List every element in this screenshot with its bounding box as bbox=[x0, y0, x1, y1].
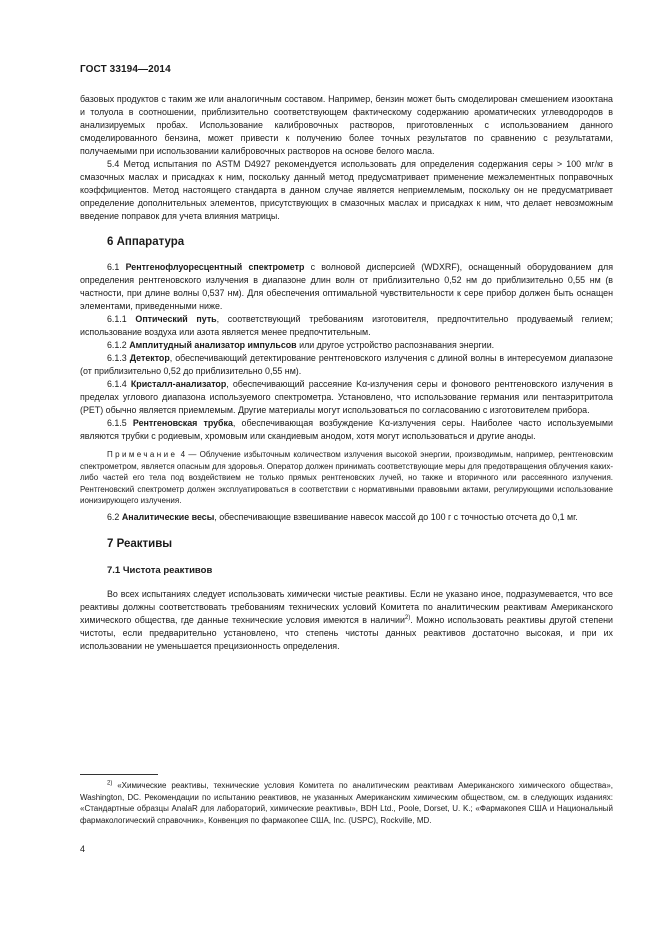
clause-term: Аналитические весы bbox=[121, 511, 215, 522]
clause-6-2: 6.2 Аналитические весы, обеспечивающие взвешивание навесок массой до 100 г с точностью отсчета до 0,1 мг. bbox=[107, 511, 578, 522]
clause-6-1-5: 6.1.5 Рентгеновская трубка, обеспечивающая возбуждение Kα-излучения серы. Наиболее часто используемыми являются трубки с родиевым, хромовым или скандиевым анодом, хотя могут использоваться и другие аноды. bbox=[80, 418, 613, 441]
clause-term: Детектор bbox=[129, 353, 170, 363]
document-body bbox=[80, 93, 613, 653]
footnote-divider bbox=[80, 774, 158, 775]
clause-6-1-3: 6.1.3 Детектор, обеспечивающий детектирование рентгеновского излучения с длиной волны в интересуемом диапазоне (от приблизительно 0,52 до приблизительно 0,55 нм). bbox=[80, 353, 613, 376]
footnote-2: $^{2)}$ «Химические реактивы, технические условия Комитета по аналитическим реактивам Американского химического общества», Washington, DC. Рекомендации по испытанию реактивов, не указанных Американским химическим обществом, см. в следующих изданиях: «Стандартные образцы AnalaR для лабораторий, химические реактивы», BDH Ltd., Poole, Dorset, U. K.; «Фармакопея США и Национальный фармакологический справочник», Конвенция по фармакопее США, Inc. (USPC), Rockville, MD. bbox=[80, 780, 613, 825]
section-7-heading: 7 Реактивы bbox=[107, 537, 173, 550]
footnote-reference: 2) bbox=[404, 614, 411, 621]
clause-term: Рентгеновская трубка bbox=[132, 418, 233, 428]
document-code-header: ГОСТ 33194—2014 bbox=[80, 64, 171, 75]
clause-term: Кристалл-анализатор bbox=[130, 379, 227, 389]
clause-6-1-1: 6.1.1 Оптический путь, соответствующий требованиям изготовителя, предпочтительно продуваемый гелием; использование воздуха или азота является менее предпочтительным. bbox=[80, 314, 613, 337]
note-4: Примечание 4 — Облучение избыточным количеством излучения высокой энергии, производимым, например, рентгеновским спектрометром, является опасным для здоровья. Оператор должен принимать соответствующие меры для предотвращения облучения каких-либо частей его тела под воздействием не только прямых рентгеновских лучей, но также и вторичного или рассеянного излучения. Рентгеновский спектрометр должен эксплуатироваться в соответствии с нормативными правовыми актами, регулирующими использование ионизирующего излучения. bbox=[80, 450, 613, 505]
clause-term: Оптический путь bbox=[135, 314, 217, 324]
clause-6-1: 6.1 Рентгенофлуоресцентный спектрометр с волновой дисперсией (WDXRF), оснащенный оборудованием для определения рентгеновского излучения в диапазоне длин волн от приблизительно 0,52 нм до приблизительно 0,55 нм (в частности, при длине волны 0,537 нм). Для обеспечения оптимальной чувствительности к сере прибор должен быть оснащен элементами, приведенными ниже. bbox=[80, 262, 613, 311]
footnote-mark: 2) bbox=[107, 780, 113, 787]
clause-term: Амплитудный анализатор импульсов bbox=[129, 340, 297, 350]
section-7-paragraph: Во всех испытаниях следует использовать химически чистые реактивы. Если не указано иное, подразумевается, что все реактивы должны соответствовать требованиям технических условий Комитета по аналитическим реактивам Американского химического общества, где данные технические условия имеются в наличии$^{2)}$. Можно использовать реактивы другой степени чистоты, если предварительно установлено, что степень чистоты данных реактивов достаточно высокая, и при их использовании не уменьшается прецизионность определения. bbox=[80, 588, 613, 651]
intro-paragraph-1: базовых продуктов с таким же или аналогичным составом. Например, бензин может быть смоделирован смешением изооктана и толуола в соотношении, приблизительно соответствующем фактическому содержанию ароматических углеводородов в анализируемых пробах. Использование калибровочных растворов, приготовленных с использованием данного смоделированного бензина, может привести к получению более точных результатов по сравнению с результатами, получаемыми при использовании калибровочных растворов на основе белого масла. bbox=[80, 94, 613, 156]
clause-6-1-4: 6.1.4 Кристалл-анализатор, обеспечивающий рассеяние Kα-излучения серы и фонового рентгеновского излучения в пределах углового диапазона используемого спектрометра. Установлено, что использование германия или пентаэритритола (PET) обычно является приемлемым. Другие материалы могут использоваться по согласованию с изготовителем прибора. bbox=[80, 379, 614, 415]
section-6-heading: 6 Аппаратура bbox=[107, 236, 185, 248]
clause-term: Рентгенофлуоресцентный спектрометр bbox=[125, 262, 305, 272]
page-number: 4 bbox=[80, 844, 86, 854]
subsection-7-1-heading: 7.1 Чистота реактивов bbox=[107, 564, 213, 576]
clause-6-1-2: 6.1.2 Амплитудный анализатор импульсов или другое устройство распознавания энергии. bbox=[107, 340, 495, 350]
intro-paragraph-5-4: 5.4 Метод испытания по ASTM D4927 рекомендуется использовать для определения содержания серы > 100 мг/кг в смазочных маслах и присадках к ним, поскольку данный метод предусматривает применение межэлементных поправочных коэффициентов. Метод настоящего стандарта в данном случае является неприемлемым, поскольку он не предусматривает определение дополнительных элементов, присутствующих в смазочных маслах и присадках к ним, что делает невозможным введение поправок для учета влияния матрицы. bbox=[80, 159, 613, 221]
note-label: Примечание bbox=[107, 450, 178, 459]
